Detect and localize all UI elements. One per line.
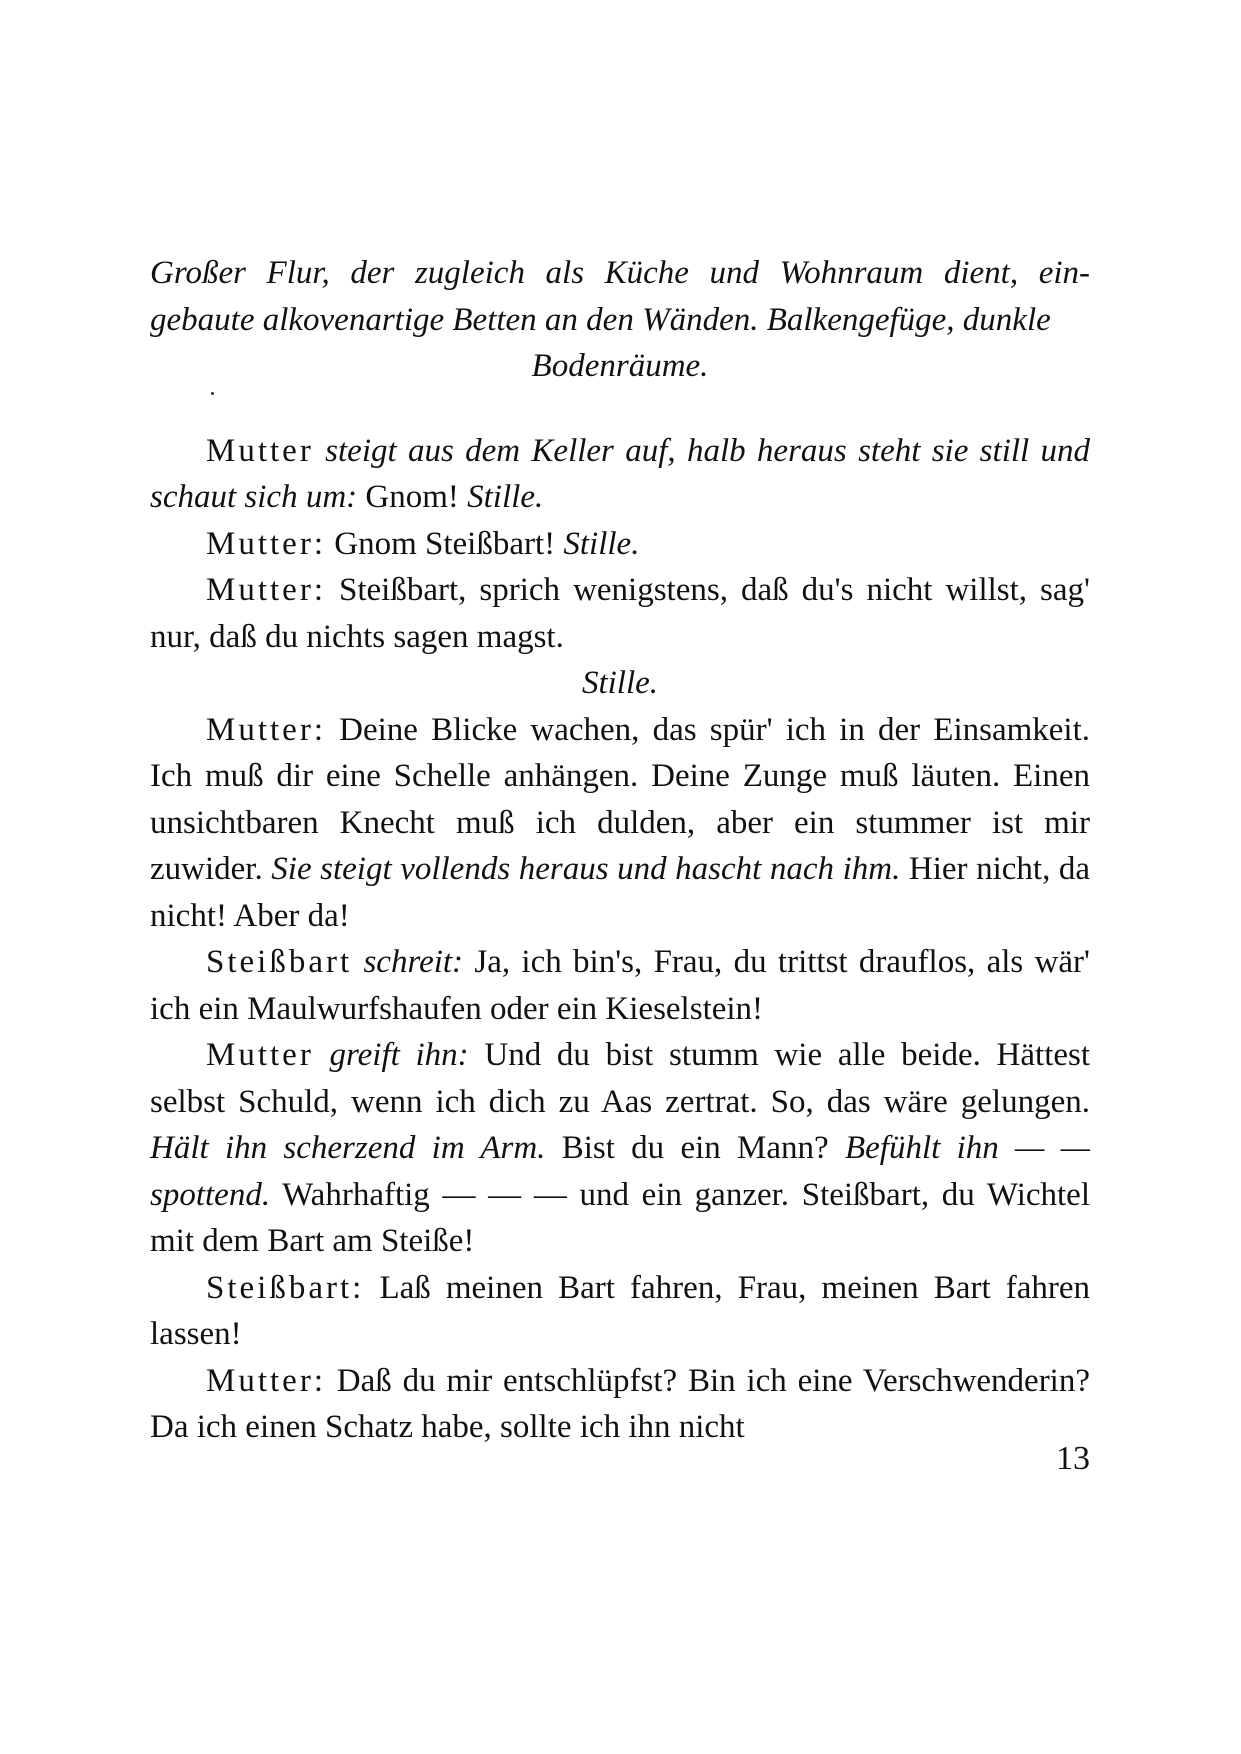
paragraph-6 (150, 1032, 1090, 1265)
speaker-name: Steißbart (206, 944, 353, 980)
heading-line-3: Bodenräume. (531, 348, 709, 384)
paragraph-3 (150, 567, 1090, 660)
speaker-name: Mutter (206, 1037, 314, 1073)
stage-direction: Hält ihn scherzend im Arm. (150, 1130, 546, 1166)
speech-text: Gnom Steißbart! (334, 525, 556, 562)
speech-text: Daß du mir entschlüpfst? Bin ich eine Verschwenderin? Da ich einen Schatz habe, sollte ich ihn nicht (150, 1362, 1090, 1445)
stage-direction: Sie steigt vollends heraus und hascht nach ihm. (271, 851, 901, 887)
speaker-name: Mutter: (206, 572, 326, 608)
speaker-name: Mutter (206, 432, 314, 469)
speaker-name: Mutter: (206, 525, 326, 562)
speaker-name: Mutter: (206, 1362, 326, 1399)
stage-direction: greift ihn: (329, 1037, 469, 1073)
heading-line-1: Großer Flur, der zugleich als Küche und Wohnraum dient, ein- (150, 255, 1090, 291)
paragraph-7 (150, 1265, 1090, 1358)
paragraph-8 (150, 1358, 1090, 1451)
speech-text: Gnom! (365, 479, 459, 515)
speech-text: Laß meinen Bart fahren, Frau, meinen Bart fahren lassen! (150, 1269, 1091, 1352)
spacer (150, 390, 1090, 428)
stage-direction: Stille. (563, 525, 640, 562)
speech-text: Ja, ich bin's, Frau, du trittst drauflos, als wär' ich ein Maulwurfshaufen oder ein Kieselstein! (150, 944, 1090, 1027)
page-text (150, 250, 1090, 1451)
paragraph-5 (150, 939, 1090, 1032)
speaker-name: Mutter: (206, 711, 326, 748)
page-number: 13 (1056, 1440, 1090, 1477)
speech-text: Hier nicht, da nicht! Aber da! (150, 851, 1091, 934)
speech-text: Steißbart, sprich wenigstens, daß du's nicht willst, sag' nur, daß du nichts sagen magst. (150, 572, 1090, 655)
heading-line-2: gebaute alkovenartige Betten an den Wänden. Balkengefüge, dunkle (150, 301, 1051, 338)
speech-text: Deine Blicke wachen, das spür' ich in der Einsamkeit. Ich muß dir eine Schelle anhängen. Deine Zunge muß läuten. Einen unsichtbaren Knecht muß ich dulden, aber ein stummer ist mir zuwider. (150, 711, 1091, 887)
stage-direction: steigt aus dem Keller auf, halb heraus steht sie still und schaut sich um: (150, 432, 1091, 515)
stage-direction-center: Stille. (581, 665, 659, 701)
paragraph-4 (150, 707, 1090, 940)
speech-text: Und du bist stumm wie alle beide. Hättest selbst Schuld, wenn ich dich zu Aas zertrat. So, das wäre gelungen. (150, 1037, 1091, 1120)
stage-direction-heading (150, 250, 1090, 390)
stage-direction: Stille. (467, 479, 544, 515)
paragraph-2 (150, 521, 1090, 568)
stage-direction: Befühlt ihn — — spottend. (150, 1130, 1090, 1213)
stage-direction: schreit: (363, 944, 464, 980)
speaker-name: Steißbart: (206, 1269, 365, 1306)
speech-text: Wahrhaftig — — — und ein ganzer. Steißbart, du Wichtel mit dem Bart am Steiße! (150, 1176, 1090, 1259)
speech-text: Bist du ein Mann? (561, 1130, 829, 1166)
paragraph-1 (150, 428, 1090, 521)
